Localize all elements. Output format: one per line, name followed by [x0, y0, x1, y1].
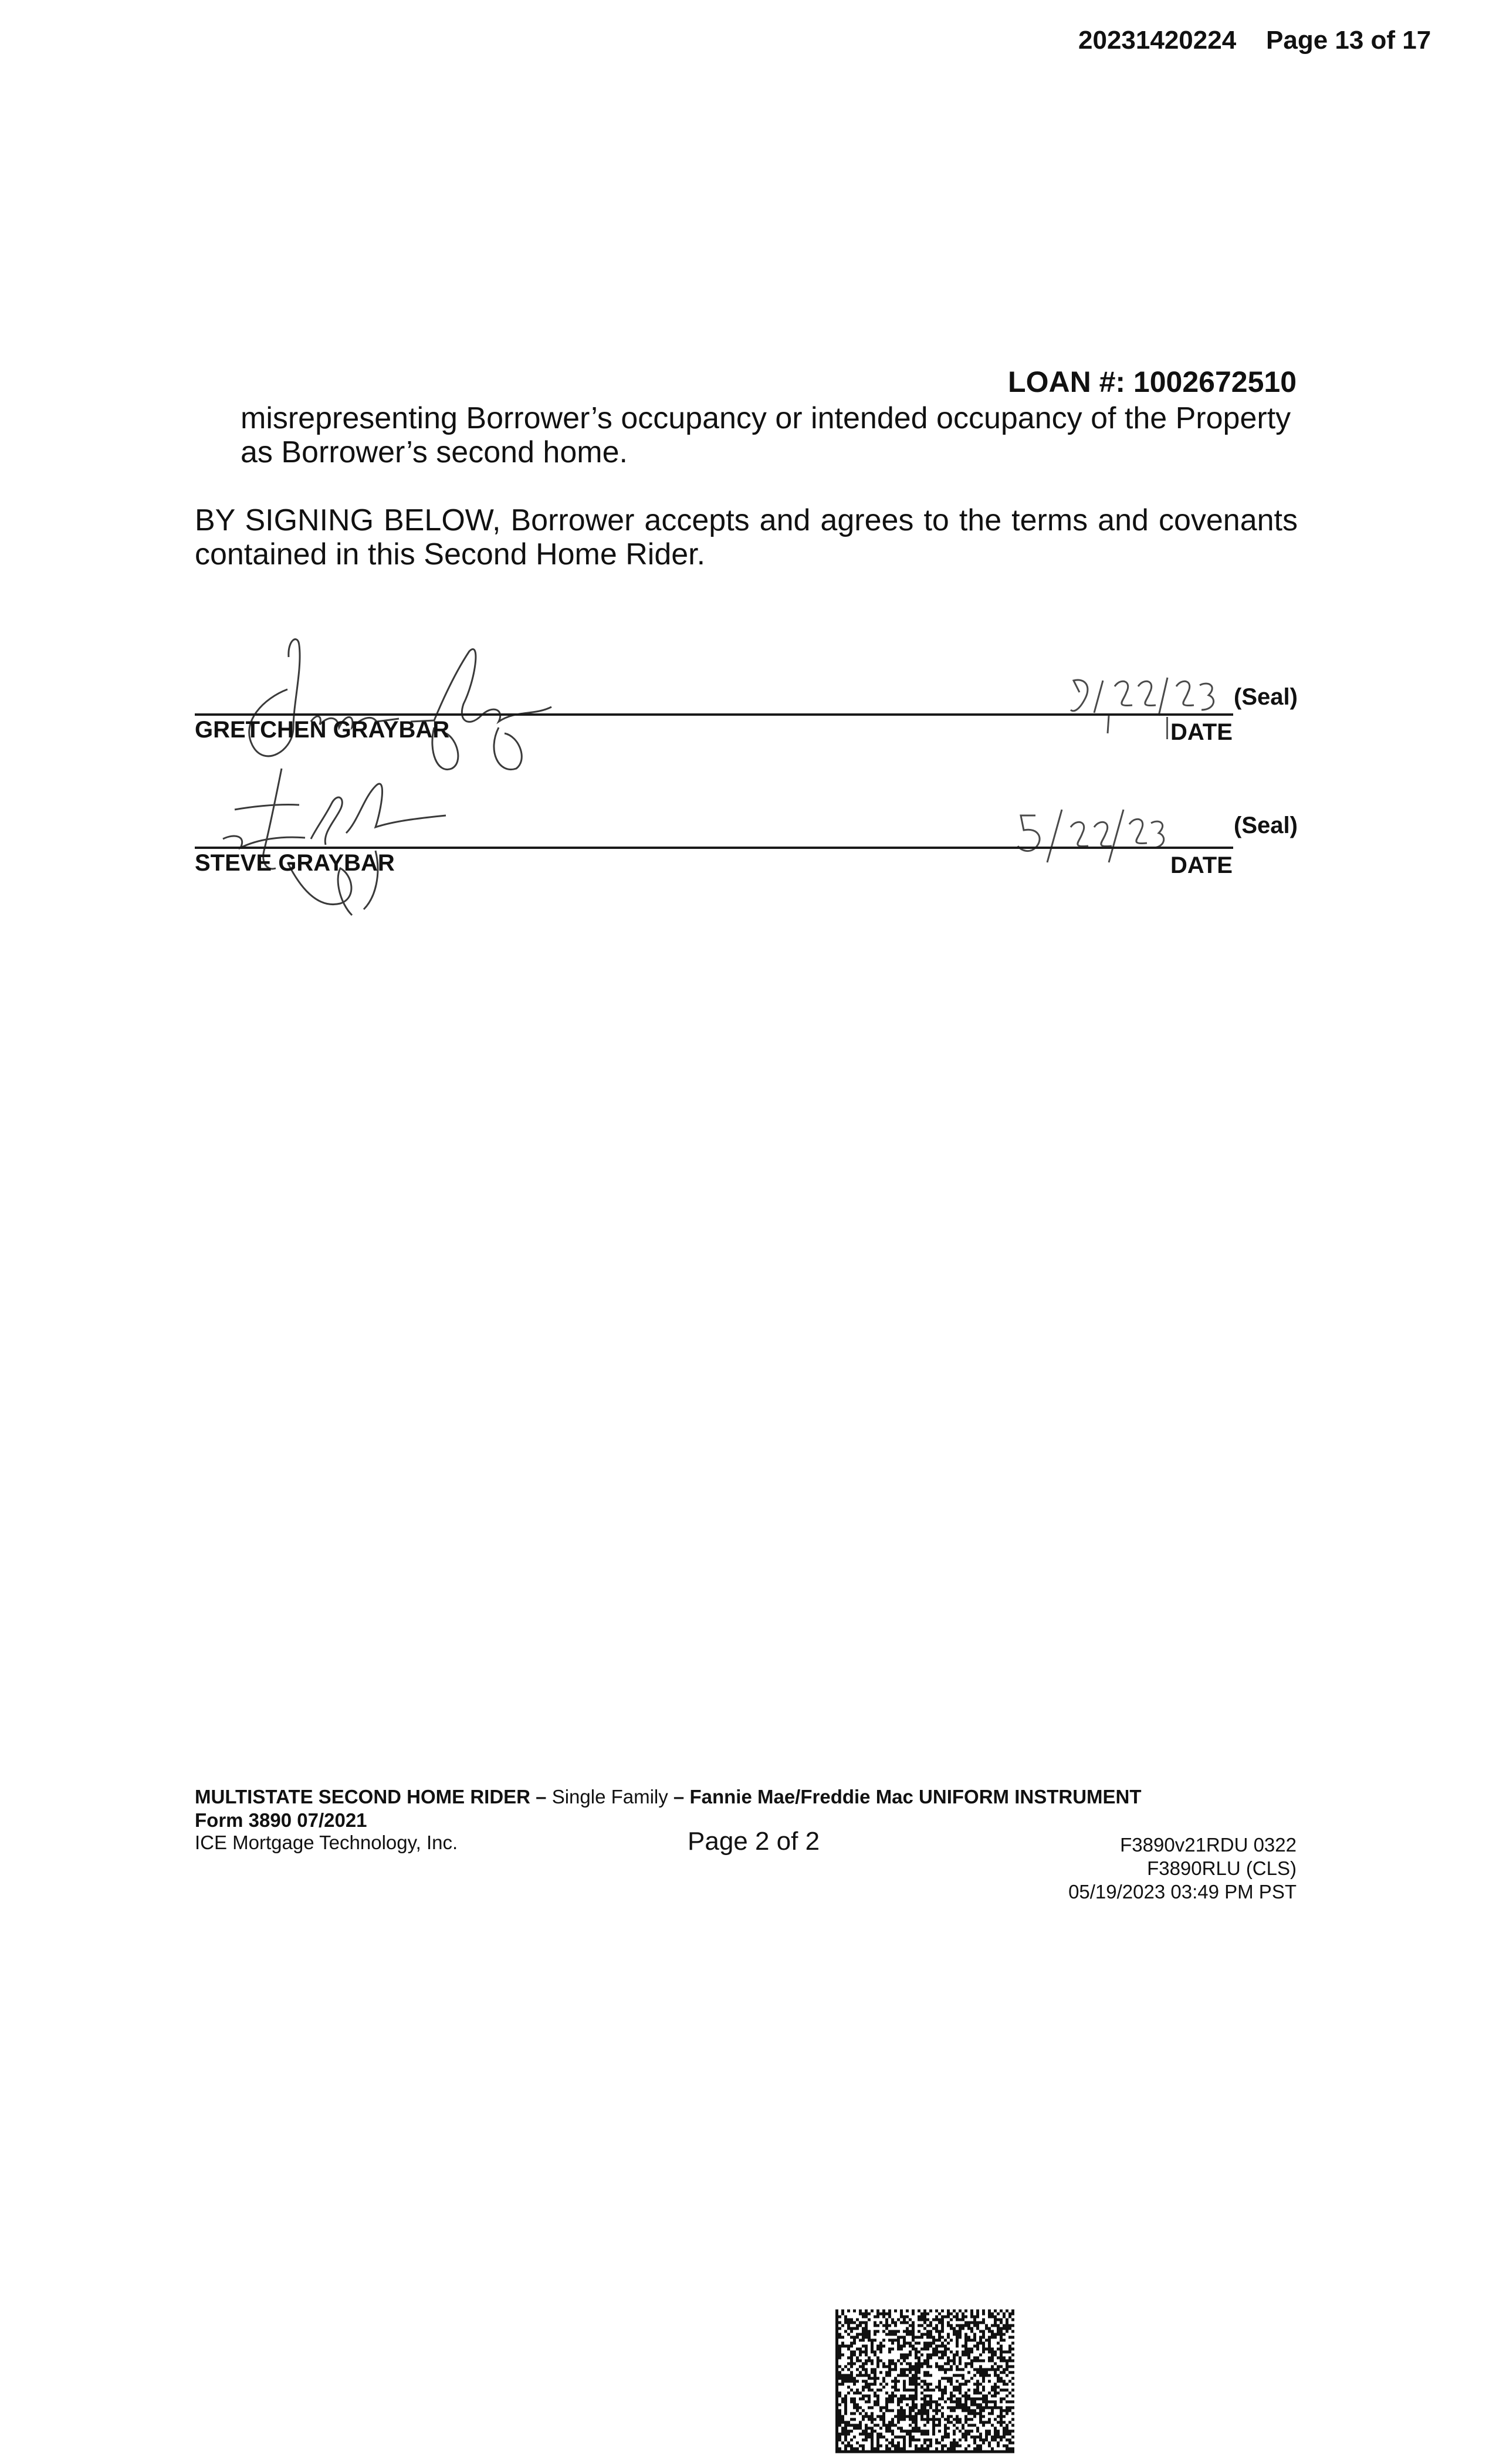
footer-form-number: Form 3890 07/2021: [195, 1809, 367, 1831]
document-number: 20231420224: [1078, 26, 1237, 55]
footer-codes: [1068, 1833, 1297, 1904]
footer-page-number: Page 2 of 2: [688, 1827, 820, 1856]
date-label-tick: [1166, 717, 1168, 739]
paragraph-line: contained in this Second Home Rider.: [195, 537, 706, 571]
loan-number: LOAN #: 1002672510: [1008, 365, 1297, 398]
signer-name: GRETCHEN GRAYBAR: [195, 717, 450, 743]
page-reference: Page 13 of 17: [1266, 26, 1431, 55]
signature-line: [195, 847, 1233, 849]
signature-scribble-steve: [199, 763, 528, 921]
paragraph-line: as Borrower’s second home.: [241, 435, 628, 469]
signature-line: [195, 713, 1233, 716]
date-label: DATE: [1170, 719, 1233, 745]
footer-code-line: F3890v21RDU 0322: [1120, 1834, 1297, 1856]
footer-code-line: F3890RLU (CLS): [1147, 1857, 1297, 1879]
paragraph-line: BY SIGNING BELOW, Borrower accepts and agrees to the terms and covenants: [195, 503, 1298, 537]
paragraph-line: misrepresenting Borrower’s occupancy or intended occupancy of the Property: [241, 401, 1291, 435]
barcode-icon: [835, 2309, 1014, 2453]
seal-label: (Seal): [1234, 813, 1298, 838]
signer-name: STEVE GRAYBAR: [195, 850, 395, 876]
date-label: DATE: [1170, 852, 1233, 878]
footer-timestamp: 05/19/2023 03:49 PM PST: [1068, 1881, 1297, 1903]
signature-scribble-gretchen: [223, 634, 575, 780]
footer-company: ICE Mortgage Technology, Inc.: [195, 1832, 458, 1853]
handwritten-date-steve: [1015, 804, 1167, 874]
seal-label: (Seal): [1234, 684, 1298, 710]
footer-title: MULTISTATE SECOND HOME RIDER – Single Family – Fannie Mae/Freddie Mac UNIFORM INSTRUMENT: [195, 1786, 1142, 1808]
